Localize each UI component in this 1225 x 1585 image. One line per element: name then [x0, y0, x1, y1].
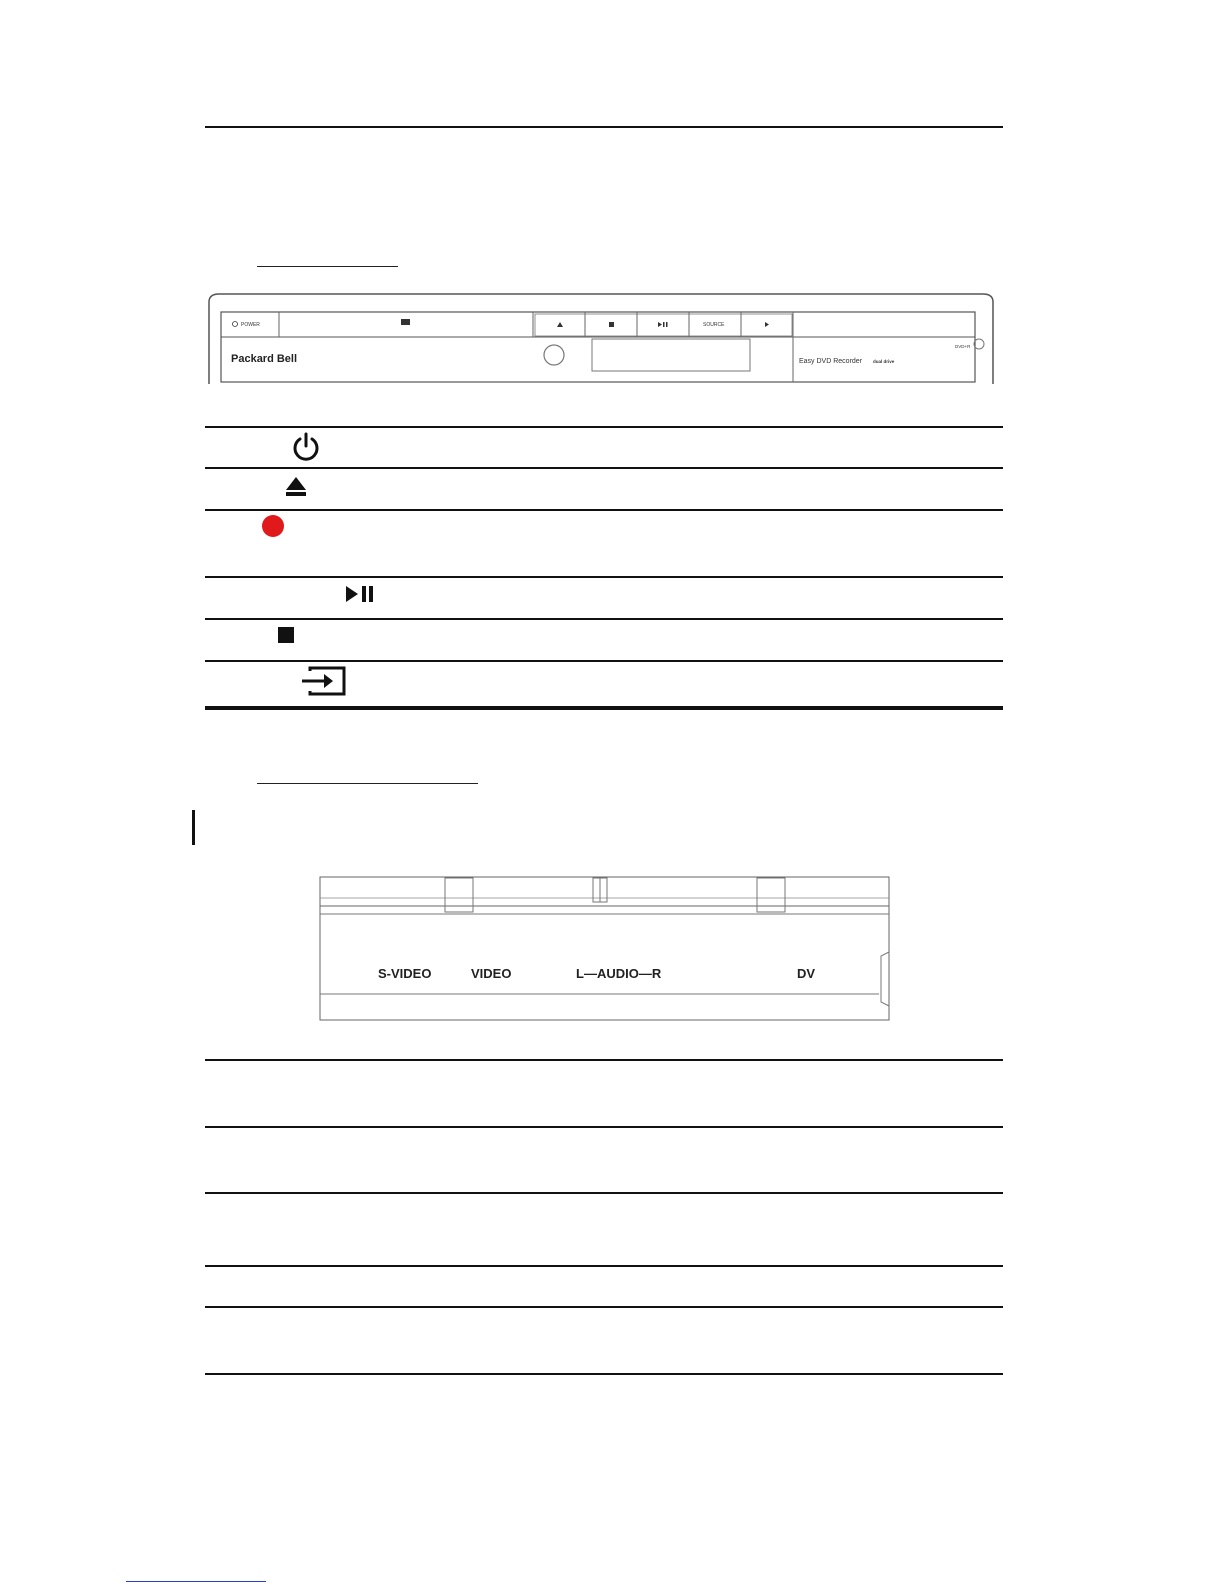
table-rule	[205, 1059, 1003, 1061]
dvd-badge: DVD+R	[955, 344, 971, 349]
panel-power-glyph	[233, 322, 238, 327]
table-rule	[205, 576, 1003, 578]
section-title-front	[257, 266, 398, 267]
table-rule	[205, 1306, 1003, 1308]
table-rule	[205, 509, 1003, 511]
table-rule	[205, 660, 1003, 662]
table-rule	[205, 1126, 1003, 1128]
change-bar	[192, 810, 195, 845]
section-title-connectors	[257, 783, 478, 784]
panel-right-glyph	[765, 322, 769, 327]
input-source-icon	[300, 666, 348, 696]
header-rule	[205, 126, 1003, 128]
panel-power-label: POWER	[241, 322, 260, 328]
svideo-label: S-VIDEO	[378, 966, 432, 981]
audio-label: L—AUDIO—R	[576, 966, 662, 981]
footer-link[interactable]	[126, 1581, 266, 1582]
table-rule	[205, 618, 1003, 620]
power-icon	[290, 431, 322, 463]
product-label: Easy DVD Recorder	[799, 358, 863, 365]
dv-label: DV	[797, 966, 816, 981]
connector-panel-diagram	[319, 876, 890, 1022]
stop-icon	[276, 625, 296, 645]
panel-stop-glyph	[609, 322, 614, 327]
video-label: VIDEO	[471, 966, 512, 981]
table-rule	[205, 1373, 1003, 1375]
table-bottom-rule	[205, 706, 1003, 710]
brand-logo: Packard Bell	[231, 353, 298, 365]
play-pause-icon	[344, 584, 376, 604]
record-icon	[260, 513, 286, 539]
table-rule	[205, 426, 1003, 428]
eject-icon	[284, 474, 308, 498]
panel-source-label: SOURCE	[703, 322, 725, 328]
panel-play-glyph	[658, 322, 662, 327]
product-sub-label: dual drive	[873, 359, 895, 364]
table-rule	[205, 467, 1003, 469]
front-panel-diagram	[205, 292, 997, 384]
table-rule	[205, 1265, 1003, 1267]
panel-eject-glyph	[557, 322, 563, 327]
table-rule	[205, 1192, 1003, 1194]
